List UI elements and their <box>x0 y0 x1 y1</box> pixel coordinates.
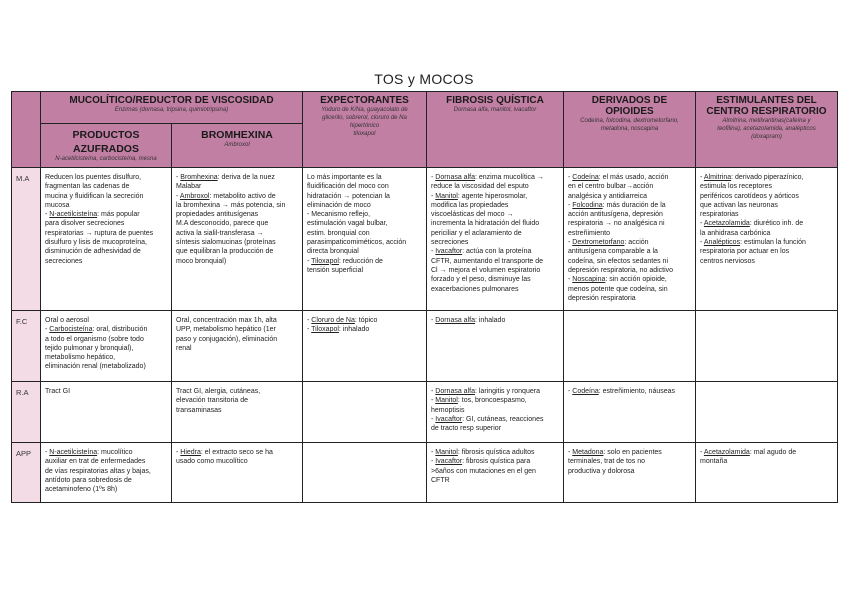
drug-name: Tiloxapol <box>311 257 339 265</box>
cell-line: de vías respiratorias altas y bajas, <box>45 467 151 475</box>
cell-line: propiedades antitusígenas <box>176 211 259 219</box>
cell-expectorantes <box>303 443 427 503</box>
header-fibrosis <box>427 92 564 168</box>
cell-line: estreñimiento <box>568 229 611 237</box>
cell-line: - Ivacaftor: GI, cutáneas, reacciones <box>431 415 544 423</box>
drug-name: Cloruro de Na <box>311 317 355 324</box>
row-label: M.A <box>12 168 41 311</box>
drug-name: Hiedra <box>180 449 201 456</box>
header-opioides-subtitle-2: metadona, noscapina <box>600 126 659 132</box>
cell-estimulantes <box>696 168 838 311</box>
cell-line: fluidificación del moco con <box>307 183 389 191</box>
cell-opioides <box>564 168 696 311</box>
cell-line: - Folcodina: más duración de la <box>568 201 666 209</box>
cell-expectorantes <box>303 311 427 382</box>
drug-name: Dextrometorfano <box>572 239 625 247</box>
cell-line: - Codeína: estreñimiento, náuseas <box>568 388 676 395</box>
cell-line: fragmentan las cadenas de <box>45 183 130 191</box>
cell-line: - Ivacaftor: fibrosis quística para <box>431 458 531 466</box>
header-estimulantes-title-2: CENTRO RESPIRATORIO <box>706 106 827 117</box>
header-expectorantes-subtitle-4: tiloxapol <box>353 131 376 137</box>
cell-line: productiva y dolorosa <box>568 467 635 475</box>
cell-line: UPP, metabolismo hepático (1er <box>176 326 276 334</box>
cell-line: - N-acetilcisteína: mucolítico <box>45 449 133 456</box>
cell-line: paso y conjugación), eliminación <box>176 335 278 343</box>
cell-line: - Cloruro de Na: tópico <box>307 317 378 324</box>
header-bromhexina <box>172 124 303 168</box>
cell-bromhexina <box>172 443 303 503</box>
cell-line: - Analépticos: estimulan la función <box>700 239 806 247</box>
cell-line: - Manitol: tos, broncoespasmo, <box>431 397 527 405</box>
cell-line: directa bronquial <box>307 248 359 256</box>
cell-line: tensión superficial <box>307 266 364 274</box>
cell-line: periféricos carotídeos y aórticos <box>700 192 799 200</box>
cell-line: CFTR <box>431 476 450 484</box>
header-expectorantes-subtitle-1: Yoduro de K/Na, guayacolato de <box>321 107 408 113</box>
cell-opioides <box>564 443 696 503</box>
cell-line: antídoto para sobredosis de <box>45 476 132 484</box>
cell-line: - Tiloxapol: reducción de <box>307 257 383 265</box>
cell-line: antitusígena comparable a la <box>568 248 658 256</box>
cell-line: - Almitrina: derivado piperazínico, <box>700 174 804 181</box>
cell-line: usado como mucolítico <box>176 458 248 466</box>
header-bromhexina-title: BROMHEXINA <box>201 129 273 141</box>
cell-line: secreciones <box>45 257 83 265</box>
header-azufrados-subtitle: N-acetilcisteína, carbocisteína, mesna <box>55 156 157 162</box>
cell-line: metabolismo hepático, <box>45 354 116 362</box>
cell-line: - Mecanismo reflejo, <box>307 211 371 219</box>
table-row <box>12 443 838 503</box>
cell-line: moco bronquial) <box>176 257 227 265</box>
cell-line: - Codeína: el más usado, acción <box>568 174 669 181</box>
drug-name: Codeína <box>572 174 599 181</box>
cell-line: que activan las neuronas <box>700 201 778 209</box>
cell-line: a todo el organismo (sobre todo <box>45 335 144 343</box>
cell-line: parasimpaticomiméticos, acción <box>307 239 407 247</box>
drug-name: Folcodina <box>572 201 603 209</box>
cell-line: mucosa <box>45 201 70 209</box>
header-opioides-title-2: OPIOIDES <box>605 106 654 117</box>
cell-line: activa la sialil-transferasa → <box>176 229 264 237</box>
drug-name: Acetazolamida <box>703 220 750 228</box>
cell-line: respiratoria por actuar en los <box>700 248 790 256</box>
cell-line: CFTR, aumentando el transporte de <box>431 257 544 265</box>
header-azufrados <box>41 124 172 168</box>
page-title: TOS y MOCOS <box>374 71 474 87</box>
cell-line: terminales, trat de tos no <box>568 458 646 466</box>
cell-line: respiratorias → ruptura de puentes <box>45 229 154 237</box>
cell-line: secreciones <box>431 239 469 247</box>
table-body <box>12 168 838 503</box>
header-estimulantes-subtitle-3: (doxapram) <box>751 134 782 140</box>
cell-fibrosis <box>427 382 564 443</box>
header-opioides-subtitle-1: Codeína, folcodina, dextrometorfano, <box>580 118 679 124</box>
drug-name: Ivacaftor <box>435 248 463 256</box>
header-azufrados-title-1: PRODUCTOS <box>72 129 140 141</box>
cell-line: Malabar <box>176 183 202 191</box>
cell-line: - Acetazolamida: diurético inh. de <box>700 220 804 228</box>
drug-name: Manitol <box>435 192 458 200</box>
cell-bromhexina <box>172 311 303 382</box>
cell-expectorantes <box>303 168 427 311</box>
cell-line: transaminasas <box>176 406 222 414</box>
cell-line: estim. bronquial con <box>307 229 370 237</box>
cell-line: respiratorias <box>700 211 739 219</box>
cell-fibrosis <box>427 168 564 311</box>
cell-line: Reducen los puentes disulfuro, <box>45 174 142 181</box>
cell-line: - Noscapina: sin acción opioide, <box>568 276 667 284</box>
cell-line: respiratoria → no analgésica ni <box>568 220 665 228</box>
cell-line: depresión respiratoria <box>568 294 636 302</box>
drug-name: N-acetilcisteína <box>49 211 98 219</box>
table-row <box>12 311 838 382</box>
cell-line: Lo más importante es la <box>307 174 382 181</box>
cell-line: tejido pulmonar y bronquial), <box>45 344 134 352</box>
drug-table <box>11 91 838 503</box>
cell-line: Cl → mejora el volumen espiratorio <box>431 266 541 274</box>
cell-line: - Bromhexina: deriva de la nuez <box>176 174 275 181</box>
header-azufrados-title-2: AZUFRADOS <box>73 143 139 155</box>
row-label: APP <box>12 443 41 503</box>
cell-line: - Acetazolamida: mal agudo de <box>700 449 797 456</box>
cell-estimulantes <box>696 443 838 503</box>
cell-line: en el centro bulbar→acción <box>568 183 654 191</box>
cell-opioides <box>564 311 696 382</box>
cell-line: - Dornasa alfa: laringitis y ronquera <box>431 388 540 395</box>
cell-line: acción antitusígena, depresión <box>568 211 663 219</box>
header-expectorantes-subtitle-3: hipertónico <box>349 123 380 129</box>
cell-azufrados <box>41 168 172 311</box>
drug-name: Ivacaftor <box>435 458 463 466</box>
cell-line: - N-acetilcisteína: más popular <box>45 211 140 219</box>
cell-line: elevación transitoria de <box>176 397 248 405</box>
cell-line: la anhidrasa carbónica <box>700 229 771 237</box>
drug-name: Dornasa alfa <box>435 317 475 324</box>
table-row <box>12 382 838 443</box>
table-row <box>12 168 838 311</box>
cell-line: menos potente que codeína, sin <box>568 285 668 293</box>
cell-line: codeína, sin efectos sedantes ni <box>568 257 669 265</box>
drug-name: Ivacaftor <box>435 415 463 423</box>
header-opioides <box>564 92 696 168</box>
header-bromhexina-subtitle: Ambroxol <box>224 142 250 148</box>
header-expectorantes-subtitle-2: glicerilo, sobrerol, cloruro de Na <box>322 115 407 121</box>
drug-name: Noscapina <box>572 276 606 284</box>
cell-line: reduce la viscosidad del esputo <box>431 183 529 191</box>
cell-fibrosis <box>427 311 564 382</box>
cell-line: la bromhexina → más potencia, sin <box>176 201 286 209</box>
drug-name: Tiloxapol <box>311 326 339 334</box>
cell-line: acetaminofeno (1ºs 8h) <box>45 486 118 494</box>
drug-name: Ambroxol <box>179 192 210 200</box>
cell-estimulantes <box>696 382 838 443</box>
cell-line: periciliar y el aclaramiento de <box>431 229 522 237</box>
drug-name: Analépticos <box>703 239 741 247</box>
drug-name: Manitol <box>435 449 458 456</box>
cell-line: viscoelásticas del moco → <box>431 211 514 219</box>
header-estimulantes <box>696 92 838 168</box>
cell-line: incrementa la hidratación del fluido <box>431 220 540 228</box>
row-label: R.A <box>12 382 41 443</box>
cell-line: centros nerviosos <box>700 257 755 265</box>
cell-azufrados <box>41 311 172 382</box>
cell-line: Tract GI, alergia, cutáneas, <box>176 388 261 395</box>
cell-line: - Dornasa alfa: inhalado <box>431 317 506 324</box>
cell-line: hemoptisis <box>431 406 465 414</box>
cell-line: disminución de adhesividad de <box>45 248 141 256</box>
header-mucolitico-title: MUCOLÍTICO/REDUCTOR DE VISCOSIDAD <box>69 95 274 106</box>
cell-line: para disolver secreciones <box>45 220 125 228</box>
cell-line: disulfuro y lisis de mucoproteína, <box>45 239 147 247</box>
cell-line: montaña <box>700 458 728 466</box>
header-mucolitico-subtitle: Enzimas (dornasa, tripsina, quimiotripsina) <box>114 107 229 113</box>
cell-line: estimulación vagal bulbar, <box>307 220 388 228</box>
drug-name: Almitrina <box>703 174 732 181</box>
cell-azufrados <box>41 382 172 443</box>
drug-name: Metadona <box>572 449 604 456</box>
drug-name: Acetazolamida <box>703 449 750 456</box>
header-expectorantes-title: EXPECTORANTES <box>320 95 409 106</box>
cell-line: modifica las propiedades <box>431 201 509 209</box>
header-fibrosis-title: FIBROSIS QUÍSTICA <box>446 95 544 106</box>
drug-name: Carbocisteína <box>49 326 93 334</box>
cell-line: Tract GI <box>45 388 71 395</box>
cell-line: renal <box>176 344 192 352</box>
cell-line: forzado y el peso, disminuye las <box>431 276 531 284</box>
cell-line: - Dornasa alfa: enzima mucolítica → <box>431 174 544 181</box>
cell-line: eliminación de moco <box>307 201 371 209</box>
header-expectorantes <box>303 92 427 168</box>
cell-line: - Manitol: agente hiperosmolar, <box>431 192 528 200</box>
row-label: F.C <box>12 311 41 382</box>
header-opioides-title-1: DERIVADOS DE <box>591 95 668 106</box>
drug-name: Dornasa alfa <box>435 174 475 181</box>
cell-line: auxiliar en trat de enfermedades <box>45 458 146 466</box>
cell-line: - Dextrometorfano: acción <box>568 239 649 247</box>
cell-line: mucina y fluidifican la secreción <box>45 192 144 200</box>
cell-line: - Metadona: solo en pacientes <box>568 449 662 456</box>
cell-line: depresión respiratoria, no adictivo <box>568 266 674 274</box>
cell-line: estimula los receptores <box>700 183 772 191</box>
cell-line: >6años con mutaciones en el gen <box>431 467 536 475</box>
cell-line: - Carbocisteína: oral, distribución <box>45 326 148 334</box>
cell-line: - Ivacaftor: actúa con la proteína <box>431 248 532 256</box>
cell-bromhexina <box>172 168 303 311</box>
cell-line: - Hiedra: el extracto seco se ha <box>176 449 273 456</box>
header-mucolitico <box>41 92 303 124</box>
cell-line: - Tiloxapol: inhalado <box>307 326 370 334</box>
cell-line: Oral, concentración max 1h, alta <box>176 317 277 324</box>
cell-line: hidratación → potencian la <box>307 192 390 200</box>
cell-line: - Manitol: fibrosis quística adultos <box>431 449 535 456</box>
cell-line: M.A desconocido, parece que <box>176 220 269 228</box>
header-estimulantes-subtitle-1: Almitrina, metilxantinas(cafeína y <box>722 118 811 124</box>
cell-line: - Ambroxol: metabolito activo de <box>176 192 276 200</box>
header-estimulantes-subtitle-2: teofilina), acetazolamida, analépticos <box>717 126 816 132</box>
drug-name: N-acetilcisteína <box>49 449 98 456</box>
cell-line: síntesis sialomucinas (proteínas <box>176 239 276 247</box>
header-fibrosis-subtitle: Dornasa alfa, manitol, ivacaftor <box>453 107 537 113</box>
header-estimulantes-title-1: ESTIMULANTES DEL <box>716 95 817 106</box>
cell-opioides <box>564 382 696 443</box>
cell-line: de tracto resp superior <box>431 425 502 433</box>
cell-line: que equilibran la producción de <box>176 248 274 256</box>
drug-name: Manitol <box>435 397 458 405</box>
cell-expectorantes <box>303 382 427 443</box>
cell-line: exacerbaciones pulmonares <box>431 285 519 293</box>
cell-fibrosis <box>427 443 564 503</box>
cell-line: Oral o aerosol <box>45 317 89 324</box>
cell-line: eliminación renal (metabolizado) <box>45 363 146 371</box>
corner-cell <box>12 92 41 168</box>
cell-bromhexina <box>172 382 303 443</box>
cell-estimulantes <box>696 311 838 382</box>
cell-line: analgésica y antidiarreica <box>568 192 647 200</box>
drug-name: Bromhexina <box>180 174 218 181</box>
drug-name: Dornasa alfa <box>435 388 475 395</box>
cell-azufrados <box>41 443 172 503</box>
drug-name: Codeína <box>572 388 599 395</box>
